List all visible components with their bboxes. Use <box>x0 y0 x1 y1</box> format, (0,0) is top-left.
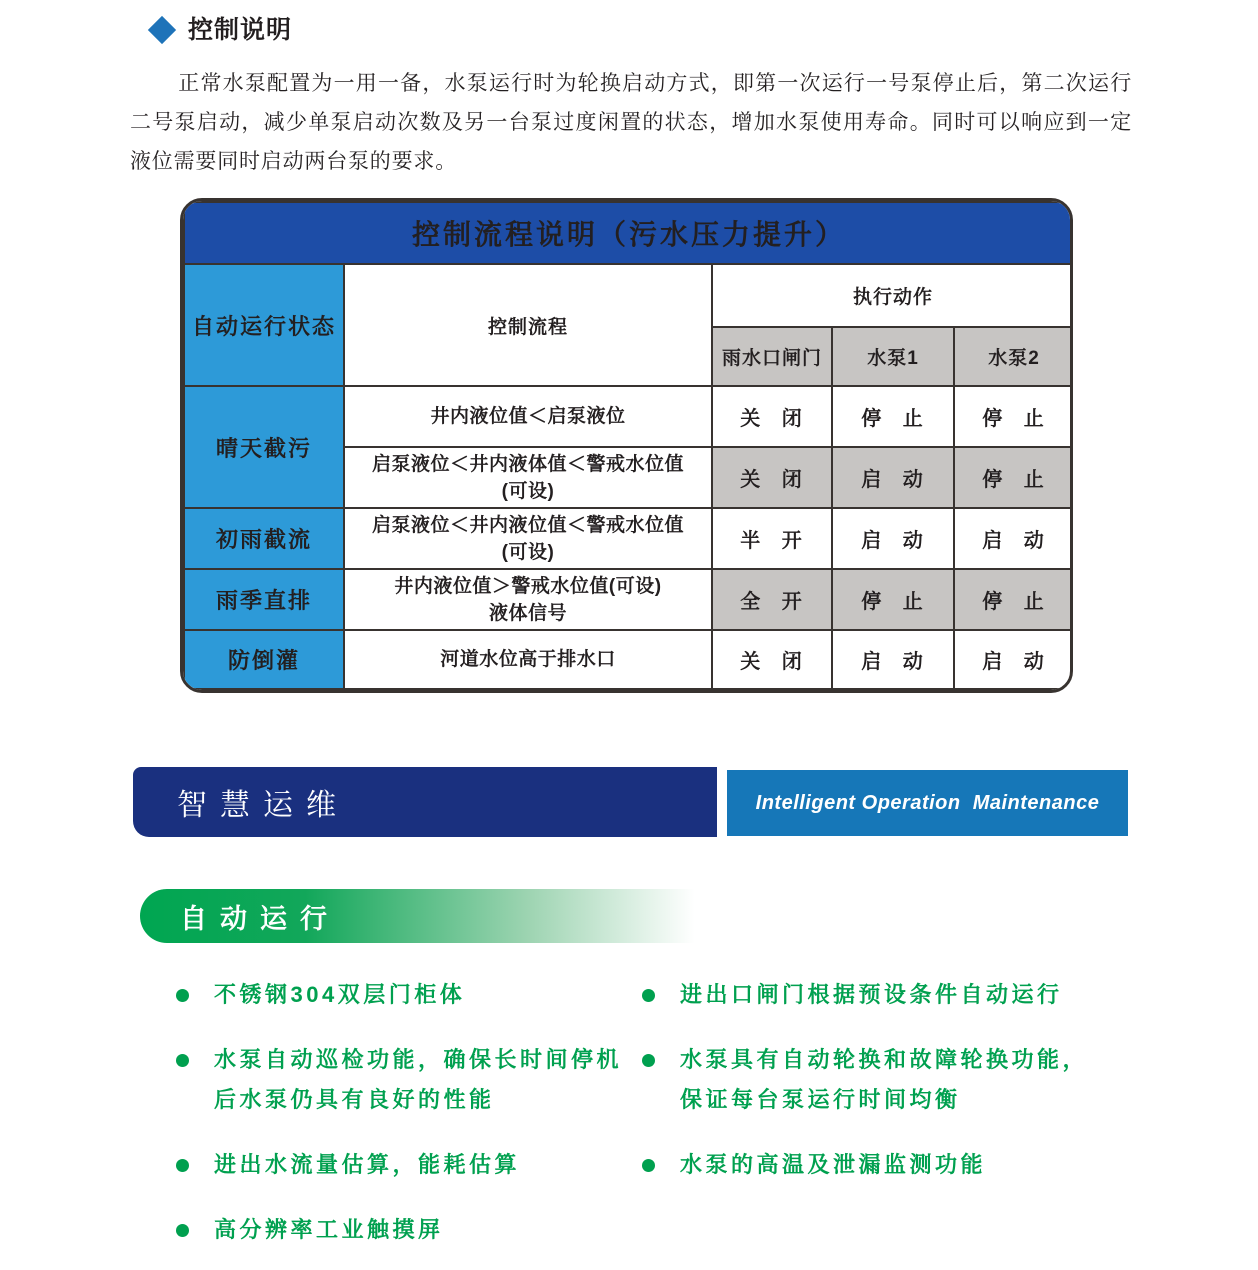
section-heading <box>148 10 292 46</box>
row-label-first-rain-interception: 初雨截流 <box>184 508 344 569</box>
auto-run-banner <box>140 889 730 943</box>
feature-text <box>214 975 465 1015</box>
column-header-status: 自动运行状态 <box>184 264 344 386</box>
pump2-action-cell: 启 动 <box>954 630 1073 689</box>
subcolumn-gate: 雨水口闸门 <box>712 327 832 386</box>
feature-list-left <box>176 975 636 1270</box>
control-flow-table <box>180 198 1073 693</box>
feature-line: 水泵具有自动轮换和故障轮换功能， <box>680 1047 1089 1072</box>
bullet-dot-icon <box>176 1054 189 1067</box>
smart-ops-banner-cn <box>133 767 717 837</box>
pump1-action-cell: 启 动 <box>832 447 954 508</box>
process-line: 启泵液位＜井内液位值＜警戒水位值 <box>371 514 684 536</box>
feature-line: 进出水流量估算，能耗估算 <box>214 1152 521 1177</box>
list-item <box>176 1145 636 1185</box>
process-line: (可设) <box>501 480 555 502</box>
process-line: 液体信号 <box>488 602 567 624</box>
row-label-rainy-season-discharge: 雨季直排 <box>184 569 344 630</box>
table-row <box>184 386 1073 447</box>
feature-line: 不锈钢304双层门柜体 <box>214 982 466 1007</box>
gate-action-cell: 全 开 <box>712 569 832 630</box>
diamond-icon <box>148 16 176 44</box>
feature-text <box>680 1145 986 1185</box>
section-title: 控制说明 <box>188 16 293 44</box>
feature-text <box>680 975 1063 1015</box>
bullet-dot-icon <box>642 989 655 1002</box>
column-header-action: 执行动作 <box>712 264 1073 327</box>
pump2-action-cell: 停 止 <box>954 569 1073 630</box>
table-row <box>184 508 1073 569</box>
row-label-sunny-interception: 晴天截污 <box>184 386 344 508</box>
process-cell <box>344 569 712 630</box>
smart-ops-title-cn: 智慧运维 <box>177 789 349 822</box>
process-line: 井内液位值＜启泵液位 <box>430 406 626 427</box>
table-title: 控制流程说明（污水压力提升） <box>184 202 1073 264</box>
list-item <box>642 1040 1152 1120</box>
process-cell <box>344 630 712 689</box>
feature-line: 进出口闸门根据预设条件自动运行 <box>680 982 1063 1007</box>
process-line: 河道水位高于排水口 <box>440 649 616 670</box>
bullet-dot-icon <box>176 1159 189 1172</box>
feature-line: 后水泵仍具有良好的性能 <box>214 1087 495 1112</box>
feature-line: 水泵自动巡检功能，确保长时间停机 <box>214 1047 623 1072</box>
feature-text <box>214 1145 520 1185</box>
process-cell <box>344 508 712 569</box>
gate-action-cell: 关 闭 <box>712 386 832 447</box>
list-item <box>642 1145 1152 1185</box>
column-header-process: 控制流程 <box>344 264 712 386</box>
smart-ops-banner-en <box>727 770 1128 836</box>
feature-line: 水泵的高温及泄漏监测功能 <box>680 1152 987 1177</box>
feature-line: 保证每台泵运行时间均衡 <box>680 1087 961 1112</box>
pump1-action-cell: 启 动 <box>832 630 954 689</box>
feature-list-right <box>642 975 1152 1210</box>
row-label-anti-backflow: 防倒灌 <box>184 630 344 689</box>
feature-line: 高分辨率工业触摸屏 <box>214 1217 444 1242</box>
bullet-dot-icon <box>642 1159 655 1172</box>
auto-run-title: 自动运行 <box>180 903 340 934</box>
process-cell <box>344 447 712 508</box>
bullet-dot-icon <box>642 1054 655 1067</box>
pump2-action-cell: 启 动 <box>954 508 1073 569</box>
list-item <box>176 975 636 1015</box>
gate-action-cell: 关 闭 <box>712 630 832 689</box>
subcolumn-pump2: 水泵2 <box>954 327 1073 386</box>
gate-action-cell: 关 闭 <box>712 447 832 508</box>
smart-ops-title-en: Intelligent Operation Maintenance <box>755 791 1100 814</box>
pump1-action-cell: 启 动 <box>832 508 954 569</box>
pump1-action-cell: 停 止 <box>832 386 954 447</box>
bullet-dot-icon <box>176 1224 189 1237</box>
process-line: 启泵液位＜井内液体值＜警戒水位值 <box>371 453 684 475</box>
process-line: (可设) <box>501 541 555 563</box>
list-item <box>642 975 1152 1015</box>
feature-text <box>680 1040 1088 1120</box>
process-line: 井内液位值＞警戒水位值(可设) <box>394 575 662 597</box>
pump2-action-cell: 停 止 <box>954 386 1073 447</box>
bullet-dot-icon <box>176 989 189 1002</box>
feature-text <box>214 1040 622 1120</box>
gate-action-cell: 半 开 <box>712 508 832 569</box>
intro-paragraph: 正常水泵配置为一用一备，水泵运行时为轮换启动方式，即第一次运行一号泵停止后，第二次运行二号泵启动，减少单泵启动次数及另一台泵过度闲置的状态，增加水泵使用寿命。同时可以响应到一定液位需要同时启动两台泵的要求。 <box>130 72 1132 173</box>
pump1-action-cell: 停 止 <box>832 569 954 630</box>
process-cell <box>344 386 712 447</box>
table-row <box>184 569 1073 630</box>
subcolumn-pump1: 水泵1 <box>832 327 954 386</box>
list-item <box>176 1040 636 1120</box>
list-item <box>176 1210 636 1250</box>
table-row <box>184 630 1073 689</box>
feature-text <box>214 1210 444 1250</box>
pump2-action-cell: 停 止 <box>954 447 1073 508</box>
